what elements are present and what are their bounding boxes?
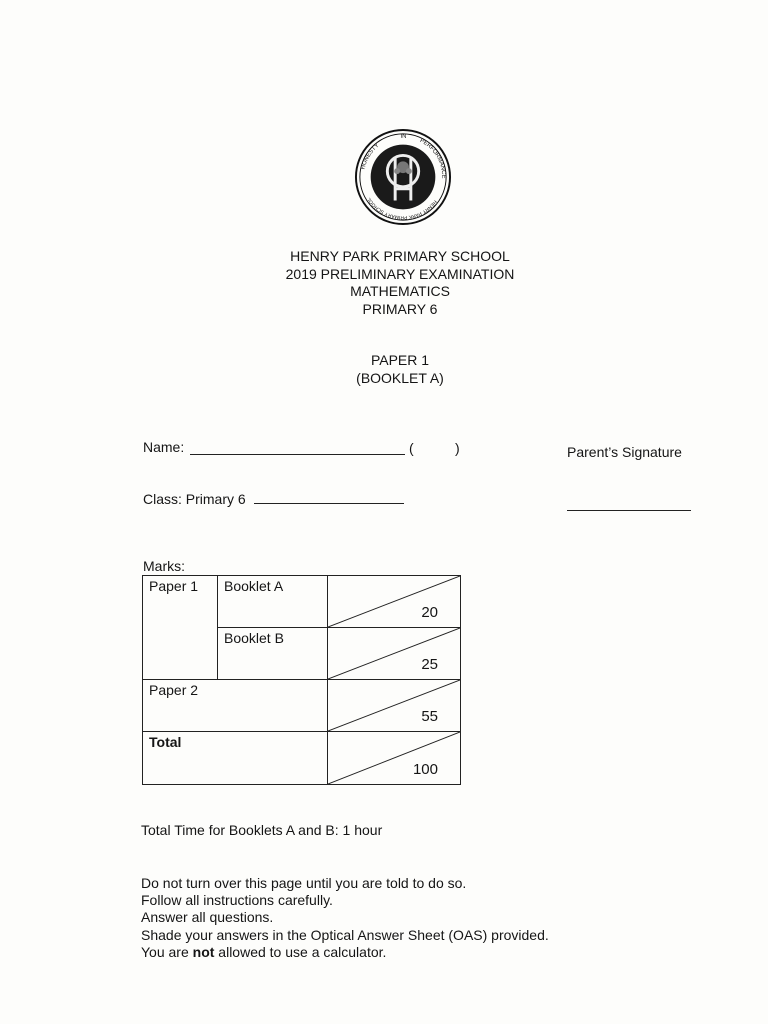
booklet-b-max: 25	[421, 656, 438, 673]
instruction-text: You are	[141, 943, 193, 960]
paper2-score-box[interactable]	[328, 680, 461, 732]
svg-text:IN: IN	[400, 133, 407, 140]
score-diagonal	[328, 628, 460, 679]
school-crest-logo	[354, 128, 452, 226]
svg-text:HENRY PARK PRIMARY SCHOOL: HENRY PARK PRIMARY SCHOOL	[367, 196, 438, 220]
score-diagonal	[328, 732, 460, 784]
paper1-cell	[143, 576, 218, 680]
booklet-b-label: Booklet B	[224, 630, 284, 646]
instruction-line: Follow all instructions carefully.	[141, 892, 333, 909]
school-name: HENRY PARK PRIMARY SCHOOL	[290, 248, 510, 264]
parent-signature-label: Parent’s Signature	[567, 444, 682, 460]
marks-table	[142, 575, 461, 785]
paper2-cell	[143, 680, 328, 732]
booklet-a-label: Booklet A	[224, 578, 284, 594]
exam-header	[0, 248, 768, 318]
class-field-line[interactable]	[254, 503, 404, 504]
paper2-label: Paper 2	[149, 682, 199, 698]
name-field-line[interactable]	[190, 454, 405, 455]
booklet-b-score-box[interactable]	[328, 628, 461, 680]
paper-title: PAPER 1	[370, 352, 430, 368]
register-number-open: (	[409, 440, 414, 456]
exam-title: 2019 PRELIMINARY EXAMINATION	[285, 265, 515, 282]
name-label: Name:	[143, 439, 185, 455]
booklet-a-score-box[interactable]	[328, 576, 461, 628]
instruction-line: Do not turn over this page until you are told to do so.	[141, 875, 467, 891]
register-number-close: )	[455, 440, 460, 456]
total-max: 100	[412, 761, 438, 778]
booklet-a-cell	[218, 576, 328, 628]
paper-header	[0, 352, 768, 387]
time-note: Total Time for Booklets A and B: 1 hour	[141, 822, 383, 838]
total-cell	[143, 732, 328, 785]
svg-text:HONESTY: HONESTY	[360, 142, 381, 171]
score-diagonal	[328, 576, 460, 627]
marks-label: Marks:	[143, 558, 185, 574]
booklet-title: (BOOKLET A)	[356, 369, 444, 386]
booklet-a-max: 20	[421, 604, 438, 621]
instruction-text: allowed to use a calculator.	[214, 943, 387, 960]
subject-title: MATHEMATICS	[350, 283, 450, 299]
svg-text:PERFORMANCE: PERFORMANCE	[418, 137, 447, 179]
booklet-b-cell	[218, 628, 328, 680]
paper2-max: 55	[421, 708, 438, 725]
total-score-box[interactable]	[328, 732, 461, 785]
instruction-line	[141, 944, 549, 961]
class-label: Class: Primary 6	[143, 491, 246, 507]
parent-signature-line[interactable]	[567, 510, 691, 511]
level-title: PRIMARY 6	[362, 300, 438, 317]
total-label: Total	[149, 734, 182, 750]
instruction-emphasis: not	[192, 943, 215, 960]
score-diagonal	[328, 680, 460, 731]
instruction-line: Answer all questions.	[141, 909, 274, 926]
instruction-line: Shade your answers in the Optical Answer Sheet (OAS) provided.	[141, 926, 549, 943]
paper1-label: Paper 1	[149, 578, 199, 594]
instructions	[141, 875, 549, 961]
